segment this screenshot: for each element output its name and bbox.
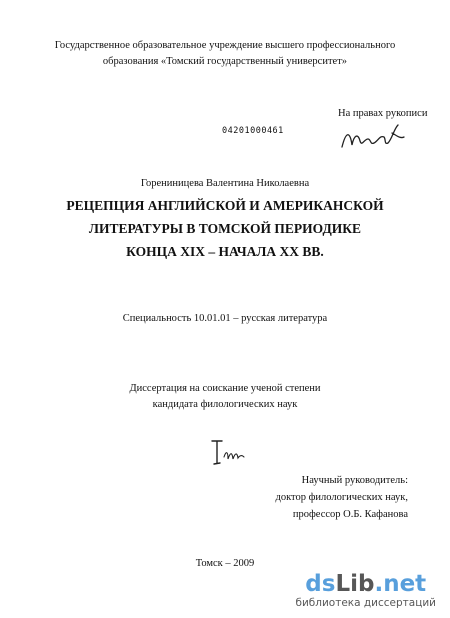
city-year: Томск – 2009 [195, 558, 255, 569]
supervisor-block [275, 472, 408, 523]
author-name: Горениницева Валентина Николаевна [140, 178, 310, 189]
institution-line-2: образования «Томский государственный университет» [102, 56, 348, 67]
specialty: Специальность 10.01.01 – русская литература [122, 313, 328, 324]
watermark-logo-ds: ds [305, 571, 336, 597]
title-line-1: РЕЦЕПЦИЯ АНГЛИЙСКОЙ И АМЕРИКАНСКОЙ [66, 198, 384, 213]
document-code: 04201000461 [222, 126, 284, 136]
handwritten-mark-icon [208, 437, 246, 469]
degree-line-1: Диссертация на соискание ученой степени [129, 383, 321, 394]
watermark-logo-net: .net [374, 571, 427, 597]
supervisor-line-2: доктор филологических наук, [275, 492, 408, 503]
watermark-logo-lib: Lib [335, 571, 375, 597]
dslib-watermark [295, 571, 436, 610]
handwritten-signature-icon [338, 121, 408, 155]
manuscript-rights: На правах рукописи [338, 108, 428, 119]
institution-header [0, 38, 450, 70]
watermark-tagline: библиотека диссертаций [295, 597, 436, 609]
title-line-3: КОНЦА XIX – НАЧАЛА XX ВВ. [126, 244, 324, 259]
title-line-2: ЛИТЕРАТУРЫ В ТОМСКОЙ ПЕРИОДИКЕ [88, 221, 362, 236]
supervisor-line-1: Научный руководитель: [301, 475, 408, 486]
degree-line-2: кандидата филологических наук [152, 399, 298, 410]
dissertation-title [0, 194, 450, 263]
watermark-logo [295, 571, 436, 597]
supervisor-line-3: профессор О.Б. Кафанова [292, 509, 408, 520]
institution-line-1: Государственное образовательное учреждение высшего профессионального [54, 40, 396, 51]
degree-statement [0, 381, 450, 413]
